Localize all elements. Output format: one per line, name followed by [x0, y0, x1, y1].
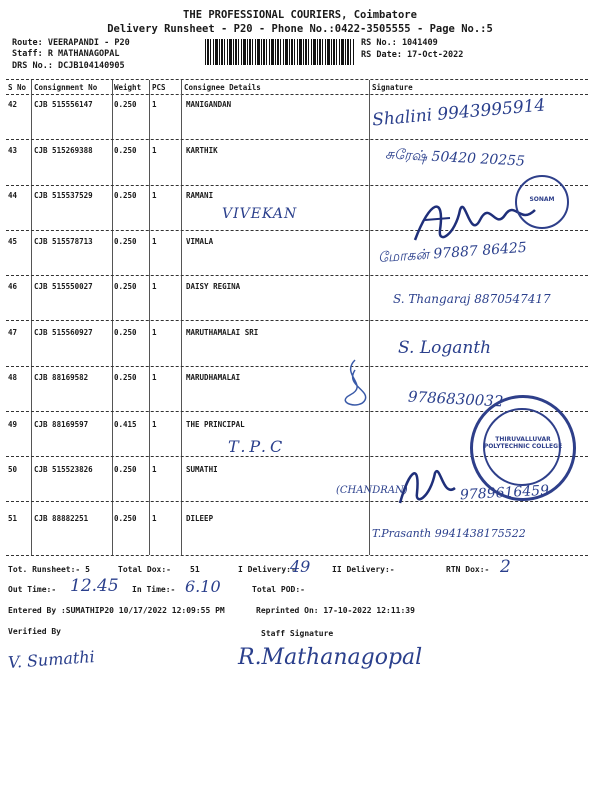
col-header-weight: Weight [114, 83, 142, 92]
col-divider [369, 80, 370, 555]
row-sno: 43 [8, 146, 18, 155]
staff-signature-label: Staff Signature [261, 629, 334, 638]
signature-row-47: S. Loganth [398, 338, 492, 358]
row-weight: 0.250 [114, 282, 137, 291]
row-pcs: 1 [152, 282, 157, 291]
handwritten-row-49: T.P.C [228, 437, 287, 456]
row-consignment-no: CJB 515550027 [34, 282, 93, 291]
col-divider [31, 80, 32, 555]
row-sno: 51 [8, 514, 18, 523]
signature-row-50-name: (CHANDRAN) [336, 485, 408, 496]
rs-date: RS Date: 17-Oct-2022 [361, 50, 464, 60]
row-consignee: MARUTHAMALAI SRI [186, 328, 259, 337]
signature-row-42: Shalini 9943995914 [371, 95, 547, 131]
i-delivery-value: 49 [290, 557, 311, 576]
tot-runsheet: Tot. Runsheet:- 5 [8, 565, 90, 574]
row-weight: 0.250 [114, 237, 137, 246]
row-consignment-no: CJB 88882251 [34, 514, 89, 523]
col-divider [149, 80, 150, 555]
row-consignment-no: CJB 515560927 [34, 328, 93, 337]
row-sno: 44 [8, 191, 18, 200]
staff-signature: R.Mathanagopal [238, 645, 423, 670]
signature-row-48: 9786830032 [407, 387, 504, 411]
row-consignment-no: CJB 515556147 [34, 100, 93, 109]
row-consignment-no: CJB 515578713 [34, 237, 93, 246]
row-rule [6, 320, 588, 321]
staff-label: Staff: R MATHANAGOPAL [12, 49, 120, 59]
row-weight: 0.415 [114, 420, 137, 429]
signature-row-43: சுரேஷ் 50420 20255 [384, 146, 526, 170]
in-time-value: 6.10 [185, 577, 221, 596]
row-pcs: 1 [152, 465, 157, 474]
out-time-label: Out Time:- [8, 585, 57, 594]
small-stamp: SONAM [515, 175, 569, 229]
header-bottom-rule [6, 94, 588, 95]
pen-scribble [330, 355, 380, 415]
runsheet-subtitle: Delivery Runsheet - P20 - Phone No.:0422-3505555 - Page No.:5 [107, 23, 493, 35]
total-pod-label: Total POD:- [252, 585, 305, 594]
entered-by: Entered By :SUMATHIP20 10/17/2022 12:09:55 PM [8, 606, 225, 615]
row-pcs: 1 [152, 373, 157, 382]
row-pcs: 1 [152, 100, 157, 109]
route-label: Route: VEERAPANDI - P20 [12, 38, 130, 48]
signature-row-46: S. Thangaraj 8870547417 [393, 292, 551, 306]
row-weight: 0.250 [114, 465, 137, 474]
row-sno: 50 [8, 465, 18, 474]
row-consignment-no: CJB 515269388 [34, 146, 93, 155]
row-sno: 47 [8, 328, 18, 337]
row-consignment-no: CJB 515523826 [34, 465, 93, 474]
row-rule [6, 185, 588, 186]
total-dox-label: Total Dox:- [118, 565, 171, 574]
row-consignee: RAMANI [186, 191, 214, 200]
col-header-consignee: Consignee Details [184, 83, 261, 92]
row-pcs: 1 [152, 191, 157, 200]
rtn-dox-value: 2 [500, 557, 511, 577]
col-divider [181, 80, 182, 555]
company-title: THE PROFESSIONAL COURIERS, Coimbatore [183, 9, 417, 21]
row-consignee: SUMATHI [186, 465, 218, 474]
row-sno: 48 [8, 373, 18, 382]
row-consignment-no: CJB 88169582 [34, 373, 89, 382]
total-dox-value: 51 [190, 565, 200, 574]
table-bottom-rule [6, 555, 588, 556]
row-pcs: 1 [152, 146, 157, 155]
row-consignee: MANIGANDAN [186, 100, 232, 109]
col-header-consignment: Consignment No [34, 83, 98, 92]
barcode [205, 39, 355, 65]
col-header-pcs: PCS [152, 83, 166, 92]
row-pcs: 1 [152, 514, 157, 523]
table-top-rule [6, 79, 588, 80]
college-stamp: THIRUVALLUVAR POLYTECHNIC COLLEGE [470, 395, 576, 501]
signature-row-45: மோகன் 97887 86425 [377, 239, 528, 267]
row-pcs: 1 [152, 420, 157, 429]
drs-number: DRS No.: DCJB104140905 [12, 61, 125, 71]
ii-delivery-label: II Delivery:- [332, 565, 395, 574]
row-consignee: KARTHIK [186, 146, 218, 155]
row-weight: 0.250 [114, 191, 137, 200]
i-delivery-label: I Delivery:- [238, 565, 296, 574]
verified-by-label: Verified By [8, 627, 61, 636]
row-weight: 0.250 [114, 100, 137, 109]
row-sno: 42 [8, 100, 18, 109]
row-weight: 0.250 [114, 514, 137, 523]
row-sno: 45 [8, 237, 18, 246]
signature-row-51: T.Prasanth 9941438175522 [372, 527, 526, 540]
row-consignee: VIMALA [186, 237, 214, 246]
row-consignee: THE PRINCIPAL [186, 420, 245, 429]
reprinted-on: Reprinted On: 17-10-2022 12:11:39 [256, 606, 415, 615]
handwritten-name-row-44: VIVEKAN [222, 206, 298, 222]
in-time-label: In Time:- [132, 585, 176, 594]
row-sno: 49 [8, 420, 18, 429]
row-consignee: DILEEP [186, 514, 214, 523]
row-weight: 0.250 [114, 146, 137, 155]
signature-row-50-phone: 9789616459 [459, 482, 550, 504]
col-divider [112, 80, 113, 555]
col-header-signature: Signature [372, 83, 413, 92]
col-header-sno: S No [8, 83, 27, 92]
rtn-dox-label: RTN Dox:- [446, 565, 490, 574]
row-sno: 46 [8, 282, 18, 291]
row-pcs: 1 [152, 328, 157, 337]
row-consignee: MARUDHAMALAI [186, 373, 241, 382]
row-rule [6, 275, 588, 276]
row-pcs: 1 [152, 237, 157, 246]
rs-number: RS No.: 1041409 [361, 38, 438, 48]
row-weight: 0.250 [114, 373, 137, 382]
row-weight: 0.250 [114, 328, 137, 337]
signature-scribble-row-50 [395, 458, 465, 508]
row-rule [6, 366, 588, 367]
row-consignment-no: CJB 88169597 [34, 420, 89, 429]
row-rule [6, 139, 588, 140]
verified-by-signature: V. Sumathi [7, 646, 96, 673]
out-time-value: 12.45 [70, 576, 119, 596]
row-consignment-no: CJB 515537529 [34, 191, 93, 200]
row-consignee: DAISY REGINA [186, 282, 241, 291]
